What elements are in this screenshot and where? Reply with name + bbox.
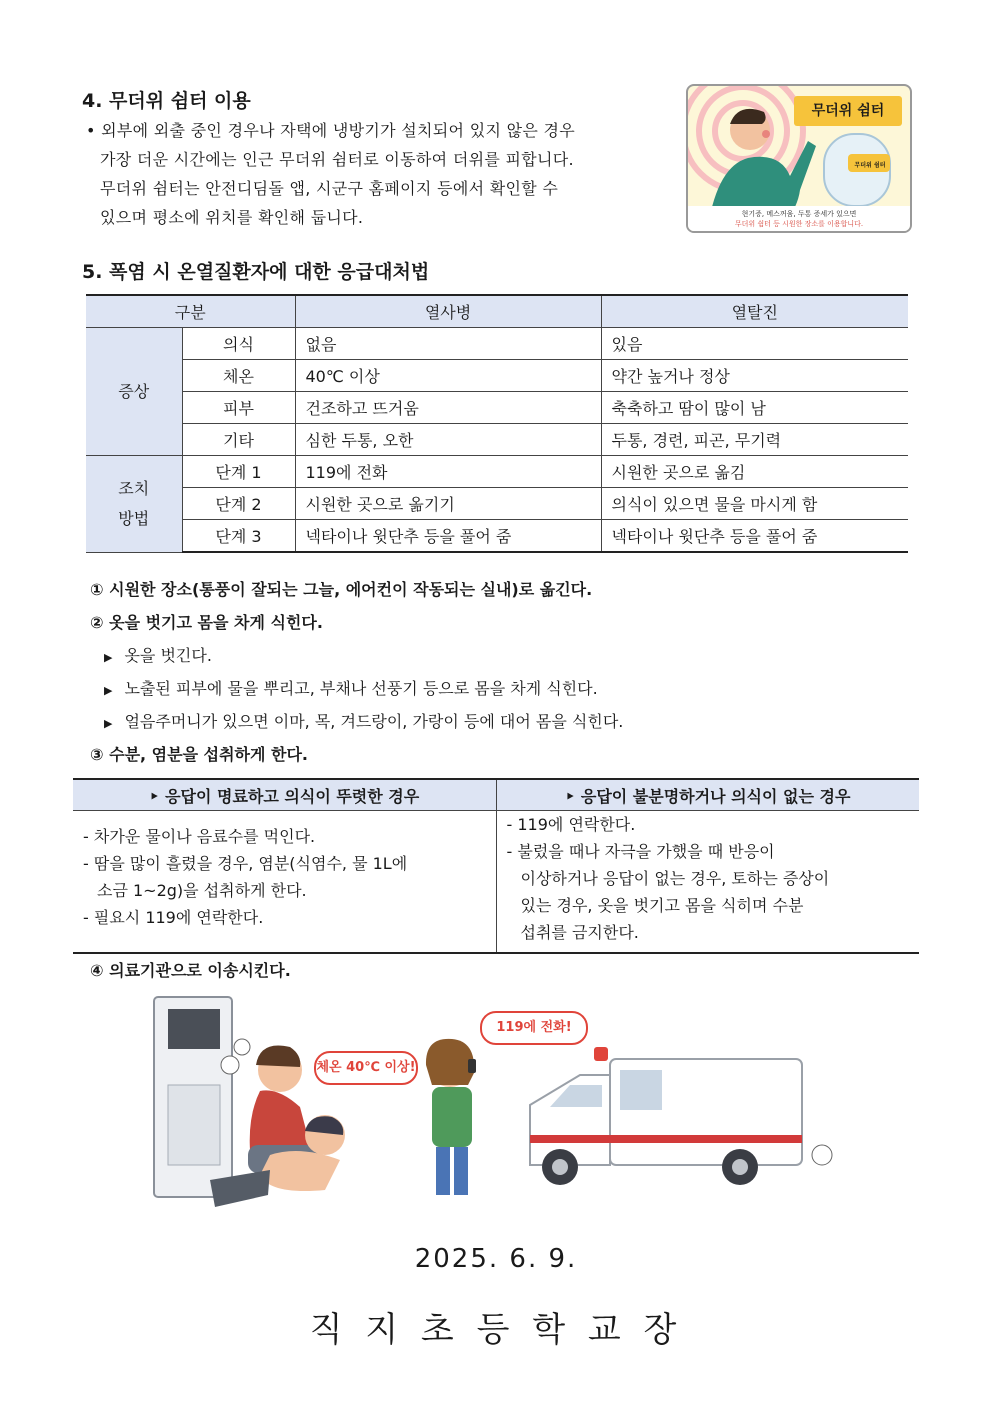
triangle-bullet-icon: ▶ — [104, 684, 113, 697]
bullet-text: 얼음주머니가 있으면 이마, 목, 겨드랑이, 가랑이 등에 대어 몸을 식힌다. — [124, 712, 624, 731]
category-action-line-2: 방법 — [118, 508, 150, 528]
response-clear-cell — [73, 811, 496, 954]
step-2: ② 옷을 벗기고 몸을 차게 식힌다. — [90, 613, 323, 632]
cell-heatstroke: 심한 두통, 오한 — [295, 424, 601, 456]
response-unclear-line: 있는 경우, 옷을 벗기고 몸을 식히며 수분 — [520, 896, 804, 915]
bullet-text: 옷을 벗긴다. — [124, 646, 212, 665]
row-label: 체온 — [182, 360, 295, 392]
cell-exhaustion: 넥타이나 윗단추 등을 풀어 줌 — [601, 520, 908, 553]
step-3: ③ 수분, 염분을 섭취하게 한다. — [90, 745, 309, 764]
principal-signature: 직 지 초 등 학 교 장 — [309, 1310, 683, 1350]
temperature-bubble: 체온 40℃ 이상! — [314, 1051, 418, 1085]
table-row — [86, 456, 908, 488]
response-unclear-line: 이상하거나 응답이 없는 경우, 토하는 증상이 — [520, 869, 830, 888]
step-2-bullet-2 — [104, 676, 598, 699]
cell-heatstroke: 넥타이나 윗단추 등을 풀어 줌 — [295, 520, 601, 553]
section4-line-4: 있으며 평소에 위치를 확인해 둡니다. — [100, 208, 364, 227]
table-row — [86, 392, 908, 424]
response-unclear-line: - 119에 연락한다. — [506, 815, 636, 834]
triangle-bullet-icon: ▶ — [104, 717, 113, 730]
row-label: 기타 — [182, 424, 295, 456]
header-heatstroke: 열사병 — [295, 295, 601, 328]
document-date: 2025. 6. 9. — [414, 1244, 578, 1274]
step-4: ④ 의료기관으로 이송시킨다. — [90, 961, 291, 980]
table-header-row — [86, 295, 908, 328]
shelter-caption-2: 무더위 쉼터 등 시원한 장소를 이용합니다. — [734, 220, 864, 228]
cell-exhaustion: 있음 — [601, 328, 908, 360]
shelter-caption — [688, 206, 910, 233]
response-clear-line: - 땀을 많이 흘렸을 경우, 염분(식염수, 물 1L에 — [83, 854, 408, 873]
category-action-line-1: 조치 — [118, 478, 150, 498]
emergency-illustration — [150, 995, 840, 1220]
row-label: 단계 1 — [182, 456, 295, 488]
section4-line-1: • 외부에 외출 중인 경우나 자택에 냉방기가 설치되어 있지 않은 경우 — [86, 121, 576, 140]
step-2-bullet-1 — [104, 643, 212, 666]
section4-title: 4. 무더위 쉼터 이용 — [82, 90, 251, 112]
triangle-bullet-icon: ▶ — [104, 651, 113, 664]
shelter-illustration — [686, 84, 912, 233]
response-unclear-line: 섭취를 금지한다. — [520, 923, 639, 942]
header-exhaustion: 열탈진 — [601, 295, 908, 328]
bullet-text: 노출된 피부에 물을 뿌리고, 부채나 선풍기 등으로 몸을 차게 식힌다. — [124, 679, 598, 698]
step-1: ① 시원한 장소(통풍이 잘되는 그늘, 에어컨이 작동되는 실내)로 옮긴다. — [90, 580, 593, 599]
cell-heatstroke: 시원한 곳으로 옮기기 — [295, 488, 601, 520]
response-header-clear: ‣ 응답이 명료하고 의식이 뚜렷한 경우 — [73, 779, 496, 811]
row-label: 단계 2 — [182, 488, 295, 520]
shelter-caption-1: 현기증, 메스꺼움, 두통 증세가 있으면 — [741, 210, 857, 218]
response-clear-line: - 차가운 물이나 음료수를 먹인다. — [83, 827, 316, 846]
shelter-sign: 무더위 쉼터 — [794, 96, 902, 126]
table-row — [86, 520, 908, 553]
cell-exhaustion: 시원한 곳으로 옮김 — [601, 456, 908, 488]
call-119-bubble: 119에 전화! — [480, 1011, 588, 1045]
section4-body — [86, 116, 666, 232]
cell-exhaustion: 의식이 있으면 물을 마시게 함 — [601, 488, 908, 520]
section5-title: 5. 폭염 시 온열질환자에 대한 응급대처법 — [82, 261, 430, 283]
cell-heatstroke: 119에 전화 — [295, 456, 601, 488]
table-row — [86, 360, 908, 392]
table-row — [86, 424, 908, 456]
response-clear-line: - 필요시 119에 연락한다. — [83, 908, 264, 927]
cell-exhaustion: 약간 높거나 정상 — [601, 360, 908, 392]
step-2-bullet-3 — [104, 709, 623, 732]
response-unclear-cell — [496, 811, 919, 954]
cell-heatstroke: 건조하고 뜨거움 — [295, 392, 601, 424]
cell-heatstroke: 40℃ 이상 — [295, 360, 601, 392]
response-clear-line: 소금 1~2g)을 섭취하게 한다. — [97, 881, 307, 900]
cell-heatstroke: 없음 — [295, 328, 601, 360]
row-label: 의식 — [182, 328, 295, 360]
response-table — [73, 778, 919, 954]
heat-illness-table — [86, 294, 908, 553]
table-row — [86, 328, 908, 360]
category-action — [86, 456, 182, 553]
cell-exhaustion: 축축하고 땀이 많이 남 — [601, 392, 908, 424]
cell-exhaustion: 두통, 경련, 피곤, 무기력 — [601, 424, 908, 456]
shelter-door-sign: 무더위 쉼터 — [854, 162, 886, 169]
category-symptoms: 증상 — [86, 328, 182, 456]
row-label: 단계 3 — [182, 520, 295, 553]
header-category: 구분 — [86, 295, 295, 328]
response-header-unclear: ‣ 응답이 불분명하거나 의식이 없는 경우 — [496, 779, 919, 811]
response-unclear-line: - 불렀을 때나 자극을 가했을 때 반응이 — [506, 842, 775, 861]
section4-line-2: 가장 더운 시간에는 인근 무더위 쉼터로 이동하여 더위를 피합니다. — [100, 150, 574, 169]
row-label: 피부 — [182, 392, 295, 424]
section4-line-3: 무더위 쉼터는 안전디딤돌 앱, 시군구 홈페이지 등에서 확인할 수 — [100, 179, 559, 198]
table-row — [86, 488, 908, 520]
